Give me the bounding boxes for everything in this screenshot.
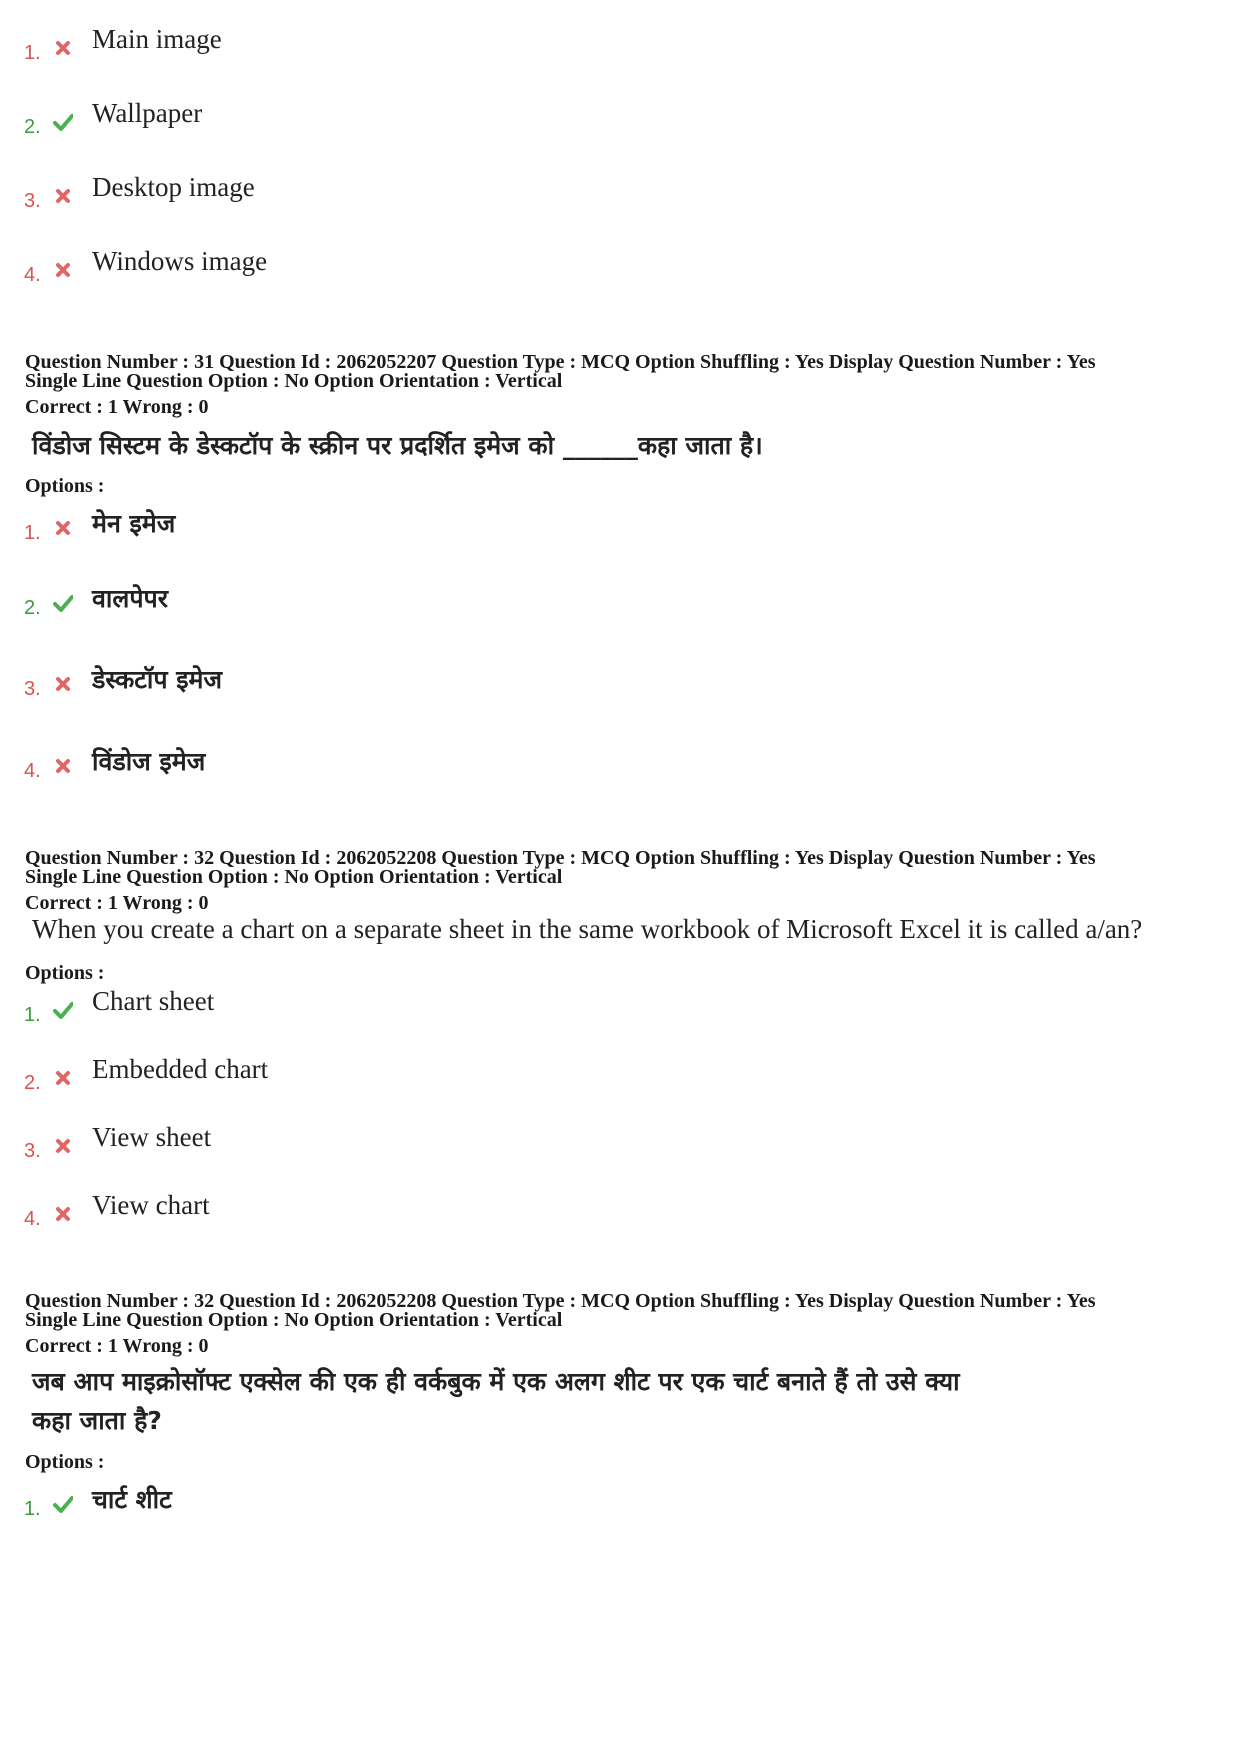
correct-check-icon [53, 1000, 73, 1020]
option-number: 2. [24, 116, 41, 138]
option-text: चार्ट शीट [92, 1485, 172, 1514]
option-item [24, 1122, 624, 1166]
option-text: Chart sheet [92, 986, 215, 1016]
question-meta-line-1: Question Number : 31 Question Id : 2062052207 Question Type : MCQ Option Shuffling : Yes Display Question Number : Yes [25, 351, 1096, 373]
option-number: 3. [24, 1140, 41, 1162]
option-text: Windows image [92, 246, 268, 276]
option-item [24, 508, 624, 548]
question-meta-line-2: Single Line Question Option : No Option Orientation : Vertical [25, 1309, 563, 1331]
option-number: 4. [24, 1208, 41, 1230]
question-text-line-1: जब आप माइक्रोसॉफ्ट एक्सेल की एक ही वर्कबुक में एक अलग शीट पर एक चार्ट बनाते हैं तो उसे क्या [32, 1367, 960, 1396]
question-meta-line-1: Question Number : 32 Question Id : 2062052208 Question Type : MCQ Option Shuffling : Yes Display Question Number : Yes [25, 1290, 1096, 1312]
option-item [24, 24, 624, 68]
correct-check-icon [53, 593, 73, 613]
correct-check-icon [53, 112, 73, 132]
option-text: Embedded chart [92, 1054, 269, 1084]
option-item [24, 246, 624, 290]
option-text: Main image [92, 24, 222, 54]
wrong-cross-icon [53, 518, 73, 538]
question-text: When you create a chart on a separate sheet in the same workbook of Microsoft Excel it is called a/an? [32, 914, 1143, 944]
option-number: 4. [24, 264, 41, 286]
option-text: View sheet [92, 1122, 212, 1152]
option-item [24, 172, 624, 216]
options-label: Options : [25, 962, 105, 984]
wrong-cross-icon [53, 1204, 73, 1224]
wrong-cross-icon [53, 260, 73, 280]
option-number: 3. [24, 678, 41, 700]
correct-check-icon [53, 1494, 73, 1514]
question-text: विंडोज सिस्टम के डेस्कटॉप के स्क्रीन पर प्रदर्शित इमेज को ______कहा जाता है। [32, 431, 763, 460]
question-meta-line-2: Single Line Question Option : No Option Orientation : Vertical [25, 866, 563, 888]
option-number: 4. [24, 760, 41, 782]
question-meta-line-1: Question Number : 32 Question Id : 2062052208 Question Type : MCQ Option Shuffling : Yes Display Question Number : Yes [25, 847, 1096, 869]
option-item [24, 1484, 624, 1524]
score-line: Correct : 1 Wrong : 0 [25, 1335, 209, 1357]
option-number: 1. [24, 42, 41, 64]
option-item [24, 664, 624, 704]
wrong-cross-icon [53, 186, 73, 206]
option-number: 2. [24, 597, 41, 619]
option-text: डेस्कटॉप इमेज [92, 665, 223, 694]
options-label: Options : [25, 1451, 105, 1473]
option-number: 1. [24, 1004, 41, 1026]
option-text: Desktop image [92, 172, 255, 202]
score-line: Correct : 1 Wrong : 0 [25, 892, 209, 914]
option-item [24, 986, 624, 1030]
option-item [24, 583, 624, 623]
question-text-line-2: कहा जाता है? [32, 1406, 162, 1435]
options-label: Options : [25, 475, 105, 497]
option-text: वालपेपर [92, 584, 168, 613]
option-number: 2. [24, 1072, 41, 1094]
option-text: विंडोज इमेज [92, 747, 206, 776]
option-number: 1. [24, 1498, 41, 1520]
wrong-cross-icon [53, 1136, 73, 1156]
option-item [24, 746, 624, 786]
option-item [24, 98, 624, 142]
option-text: View chart [92, 1190, 210, 1220]
option-item [24, 1054, 624, 1098]
option-text: मेन इमेज [92, 509, 176, 538]
option-number: 3. [24, 190, 41, 212]
wrong-cross-icon [53, 38, 73, 58]
wrong-cross-icon [53, 756, 73, 776]
wrong-cross-icon [53, 674, 73, 694]
option-number: 1. [24, 522, 41, 544]
score-line: Correct : 1 Wrong : 0 [25, 396, 209, 418]
question-meta-line-2: Single Line Question Option : No Option Orientation : Vertical [25, 370, 563, 392]
option-text: Wallpaper [92, 98, 203, 128]
option-item [24, 1190, 624, 1234]
wrong-cross-icon [53, 1068, 73, 1088]
